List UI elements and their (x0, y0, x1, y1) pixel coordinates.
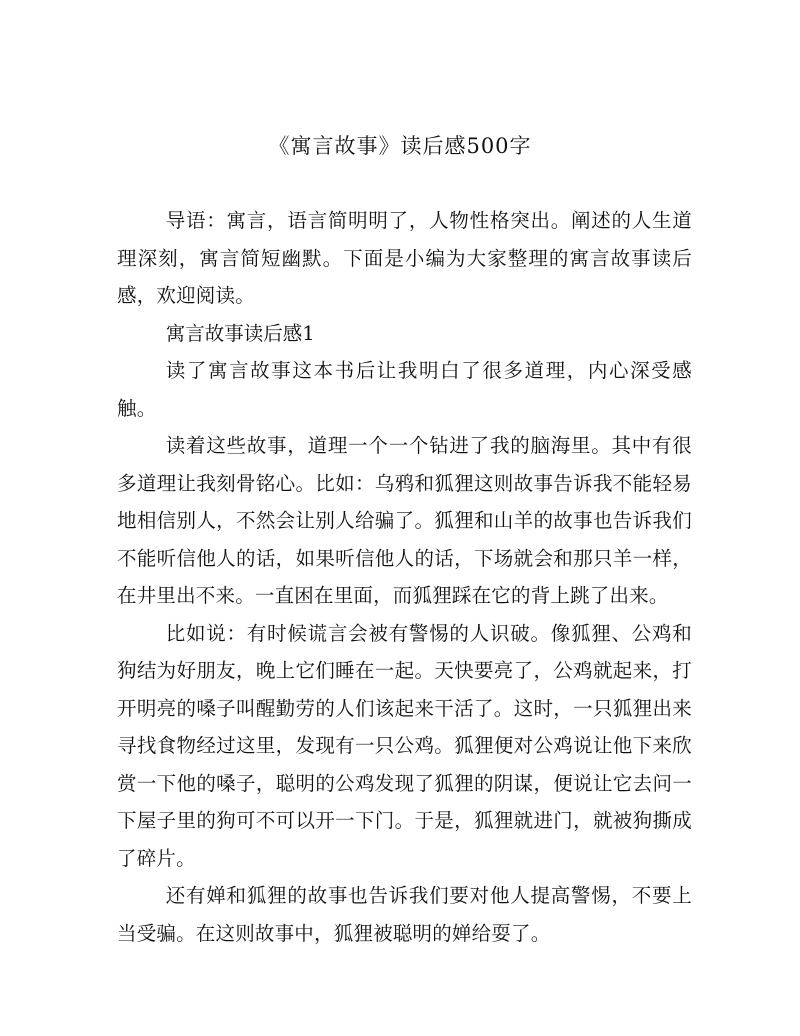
document-title: 《寓言故事》读后感500字 (268, 134, 532, 158)
body-paragraph: 比如说：有时候谎言会被有警惕的人识破。像狐狸、公鸡和狗结为好朋友，晚上它们睡在一起。天快要亮了，公鸡就起来，打开明亮的嗓子叫醒勤劳的人们该起来干活了。这时，一只狐狸出来寻找食物经过这里，发现有一只公鸡。狐狸便对公鸡说让他下来欣赏一下他的嗓子，聪明的公鸡发现了狐狸的阴谋，便说让它去问一下屋子里的狗可不可以开一下门。于是，狐狸就进门，就被狗撕成了碎片。 (117, 621, 692, 870)
document-body (117, 202, 692, 952)
section-heading: 寓言故事读后感1 (165, 321, 315, 345)
body-paragraph: 读着这些故事，道理一个一个钻进了我的脑海里。其中有很多道理让我刻骨铭心。比如：乌鸦和狐狸这则故事告诉我不能轻易地相信别人，不然会让别人给骗了。狐狸和山羊的故事也告诉我们不能听信他人的话，如果听信他人的话，下场就会和那只羊一样，在井里出不来。一直困在里面，而狐狸踩在它的背上跳了出来。 (117, 434, 692, 607)
body-paragraph: 还有婵和狐狸的故事也告诉我们要对他人提高警惕，不要上当受骗。在这则故事中，狐狸被聪明的婵给耍了。 (117, 884, 692, 945)
body-paragraph: 读了寓言故事这本书后让我明白了很多道理，内心深受感触。 (117, 359, 692, 420)
intro-paragraph: 导语：寓言，语言简明明了，人物性格突出。阐述的人生道理深刻，寓言简短幽默。下面是小编为大家整理的寓言故事读后感，欢迎阅读。 (117, 209, 692, 307)
